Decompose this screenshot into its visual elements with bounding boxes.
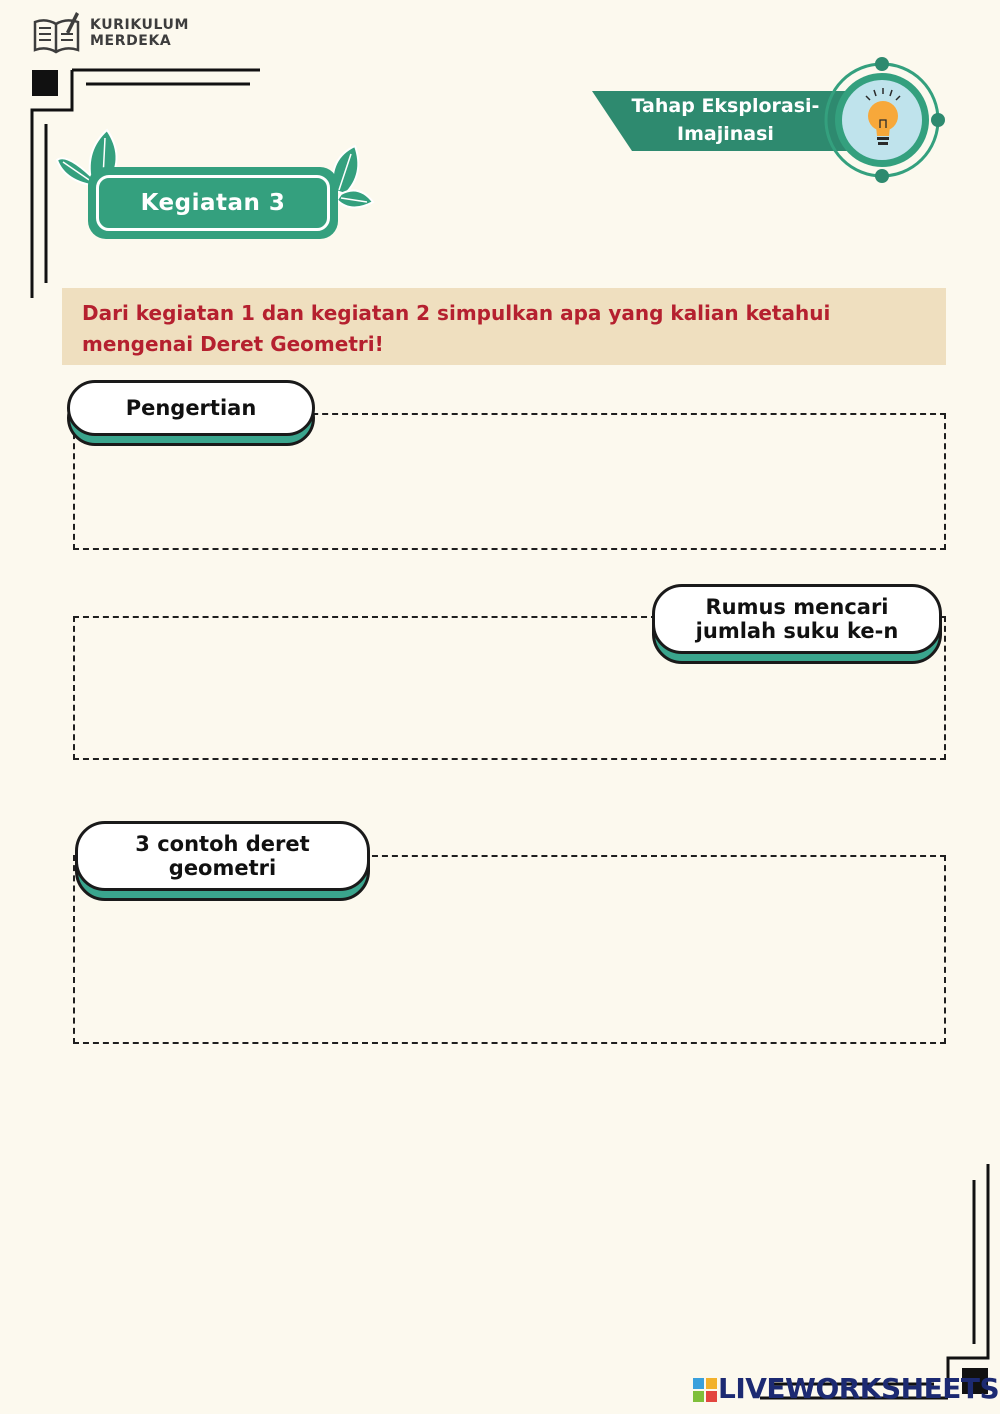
stage-line-1: Tahap Eksplorasi- [631, 95, 820, 117]
section-label-line-1: 3 contoh deret [135, 832, 310, 856]
section-label-pengertian [67, 380, 315, 436]
book-icon [32, 10, 82, 56]
activity-badge [88, 167, 338, 239]
activity-badge-label: Kegiatan 3 [140, 190, 286, 216]
pill-face [67, 380, 315, 436]
pill-face [652, 584, 942, 654]
logo-line-2: MERDEKA [90, 33, 172, 49]
logo-line-1: KURIKULUM [90, 17, 190, 33]
pill-face [75, 821, 370, 891]
instruction-box [62, 288, 946, 365]
instruction-line-2: mengenai Deret Geometri! [82, 332, 384, 356]
liveworksheets-logo-icon [692, 1377, 718, 1403]
corner-frame-bottom-right [750, 1160, 990, 1400]
section-label-line-2: geometri [168, 856, 277, 880]
stage-line-2: Imajinasi [677, 123, 774, 145]
instruction-line-1: Dari kegiatan 1 dan kegiatan 2 simpulkan apa yang kalian ketahui [82, 301, 831, 325]
watermark-text: LIVEWORKSHEETS [718, 1372, 1000, 1405]
section-label-contoh [75, 821, 370, 891]
section-label-line-1: Rumus mencari [705, 595, 889, 619]
section-label-line-1: Pengertian [125, 396, 257, 420]
section-label-line-2: jumlah suku ke-n [695, 619, 899, 643]
stage-label [618, 92, 833, 148]
lightbulb-icon [862, 86, 904, 150]
logo-text [90, 17, 189, 49]
section-label-rumus [652, 584, 942, 654]
